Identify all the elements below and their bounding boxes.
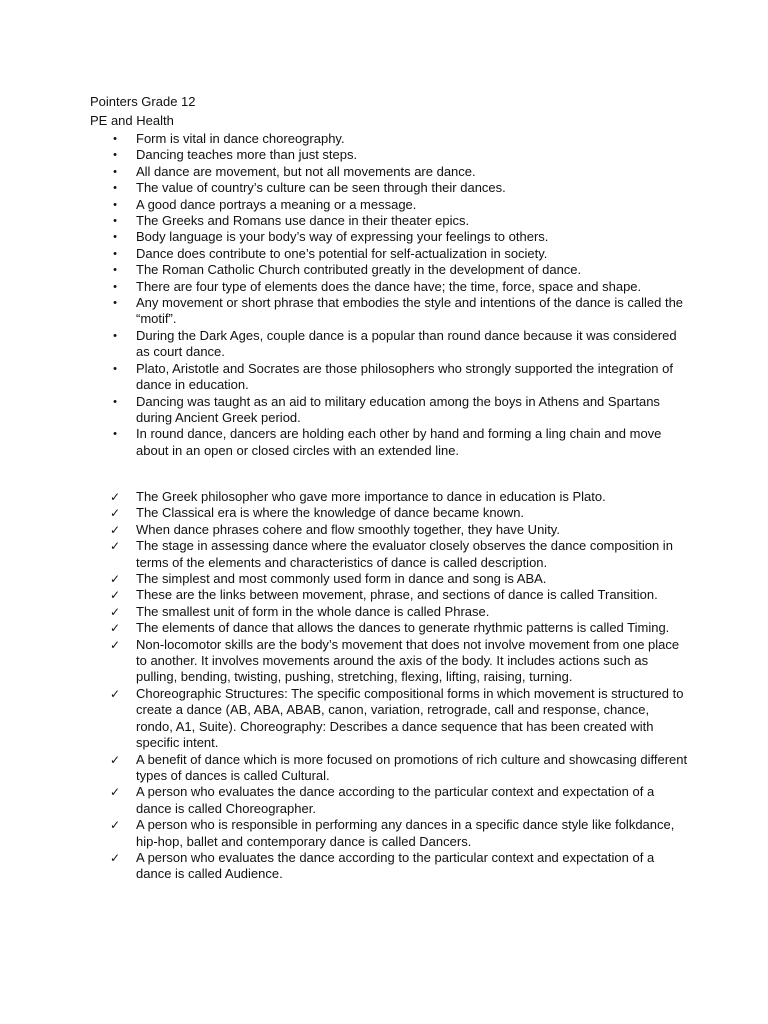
check-text: The Greek philosopher who gave more importance to dance in education is Plato. [136,489,606,504]
bullet-text: Body language is your body’s way of expressing your feelings to others. [136,229,549,245]
bullet-icon: • [113,362,117,375]
bullet-text: Dance does contribute to one’s potential for self-actualization in society. [136,245,548,261]
bullet-item [0,164,768,180]
document-title: Pointers Grade 12 [90,94,196,109]
bullet-text: There are four type of elements does the dance have; the time, force, space and shape. [136,278,642,294]
check-item [0,522,768,538]
checkmark-icon: ✓ [110,572,121,587]
checkmark-icon: ✓ [110,637,121,652]
check-text: Choreographic Structures: The specific compositional forms in which movement is structured to create a dance (AB, ABA, ABAB, canon, variation, retrograde, call and response, chance, rondo, A1, Suite). Choreography: Describes a dance sequence that has been created with specific intent. [136,685,684,751]
checkmark-icon: ✓ [110,621,121,636]
bullet-icon: • [113,280,117,293]
check-text: These are the links between movement, phrase, and sections of dance is called Transition. [136,587,658,603]
check-item [0,489,768,505]
bullet-text: The Greeks and Romans use dance in their theater epics. [136,213,470,229]
check-item [0,784,768,817]
bullet-item [0,147,768,163]
bullet-item [0,213,768,229]
check-item [0,637,768,686]
bullet-text: Dancing was taught as an aid to military education among the boys in Athens and Spartans during Ancient Greek period. [136,393,660,425]
check-text: The stage in assessing dance where the evaluator closely observes the dance composition in terms of the elements and characteristics of dance is called description. [136,538,673,570]
document-subject: PE and Health [90,113,174,128]
checkmark-icon: ✓ [110,522,121,537]
bullet-item [0,328,768,361]
bullet-icon: • [113,395,117,408]
check-item [0,505,768,521]
bullet-item [0,426,768,459]
check-text: Non-locomotor skills are the body’s movement that does not involve movement from one place to another. It involves movements around the axis of the body. It includes actions such as pulling, bending, twisting, pushing, stretching, flexing, lifting, raising, turning. [136,636,680,685]
check-item [0,620,768,636]
check-text: The elements of dance that allows the dances to generate rhythmic patterns is called Timing. [136,620,670,636]
check-text: The smallest unit of form in the whole dance is called Phrase. [136,603,490,619]
check-text: A person who is responsible in performing any dances in a specific dance style like folkdance, hip-hop, ballet and contemporary dance is called Dancers. [136,817,675,849]
check-text: A benefit of dance which is more focused on promotions of rich culture and showcasing different types of dances is called Cultural. [136,751,688,783]
bullet-item [0,279,768,295]
checkmark-icon: ✓ [110,850,121,865]
bullet-text: Form is vital in dance choreography. [136,131,345,146]
bullet-icon: • [113,165,117,178]
bullet-text: Plato, Aristotle and Socrates are those philosophers who strongly supported the integration of dance in education. [136,360,673,393]
bullet-list [0,131,768,459]
bullet-icon: • [113,182,117,195]
bullet-icon: • [113,198,117,211]
checkmark-icon: ✓ [110,604,121,619]
bullet-icon: • [113,247,117,260]
check-text: When dance phrases cohere and flow smoothly together, they have Unity. [136,521,560,537]
check-item [0,604,768,620]
checkmark-icon: ✓ [110,506,121,521]
bullet-text: The Roman Catholic Church contributed greatly in the development of dance. [136,262,582,278]
bullet-icon: • [113,231,117,244]
checkmark-icon: ✓ [110,785,121,800]
bullet-text: A good dance portrays a meaning or a message. [136,196,417,212]
checkmark-icon: ✓ [110,490,121,504]
check-item [0,686,768,752]
check-text: A person who evaluates the dance according to the particular context and expectation of a dance is called Audience. [136,849,655,882]
bullet-text: All dance are movement, but not all movements are dance. [136,163,476,179]
checkmark-icon: ✓ [110,539,121,554]
bullet-item [0,229,768,245]
bullet-text: In round dance, dancers are holding each other by hand and forming a ling chain and move about in an open or closed circles with an extended line. [136,426,662,458]
bullet-icon: • [113,297,117,310]
bullet-icon: • [113,264,117,277]
bullet-text: During the Dark Ages, couple dance is a popular than round dance because it was considered as court dance. [136,327,677,360]
bullet-item [0,394,768,427]
check-text: The Classical era is where the knowledge of dance became known. [136,505,525,521]
checkmark-icon: ✓ [110,588,121,603]
bullet-icon: • [113,215,117,228]
check-item [0,571,768,587]
bullet-item [0,131,768,147]
bullet-item [0,246,768,262]
check-text: A person who evaluates the dance according to the particular context and expectation of a dance is called Choreographer. [136,784,655,816]
bullet-icon: • [113,149,117,162]
check-item [0,587,768,603]
check-item [0,538,768,571]
bullet-item [0,180,768,196]
checkmark-icon: ✓ [110,752,121,767]
bullet-item [0,295,768,328]
bullet-item [0,197,768,213]
check-list [0,489,768,883]
checkmark-icon: ✓ [110,818,121,833]
bullet-icon: • [113,428,117,441]
checkmark-icon: ✓ [110,686,121,701]
check-item [0,850,768,883]
bullet-text: The value of country’s culture can be seen through their dances. [136,180,506,196]
bullet-item [0,262,768,278]
bullet-text: Dancing teaches more than just steps. [136,147,358,163]
check-text: The simplest and most commonly used form in dance and song is ABA. [136,571,547,587]
bullet-icon: • [113,133,117,145]
bullet-text: Any movement or short phrase that embodies the style and intentions of the dance is called the “motif”. [136,295,684,327]
check-item [0,817,768,850]
check-item [0,752,768,785]
bullet-item [0,361,768,394]
bullet-icon: • [113,329,117,342]
